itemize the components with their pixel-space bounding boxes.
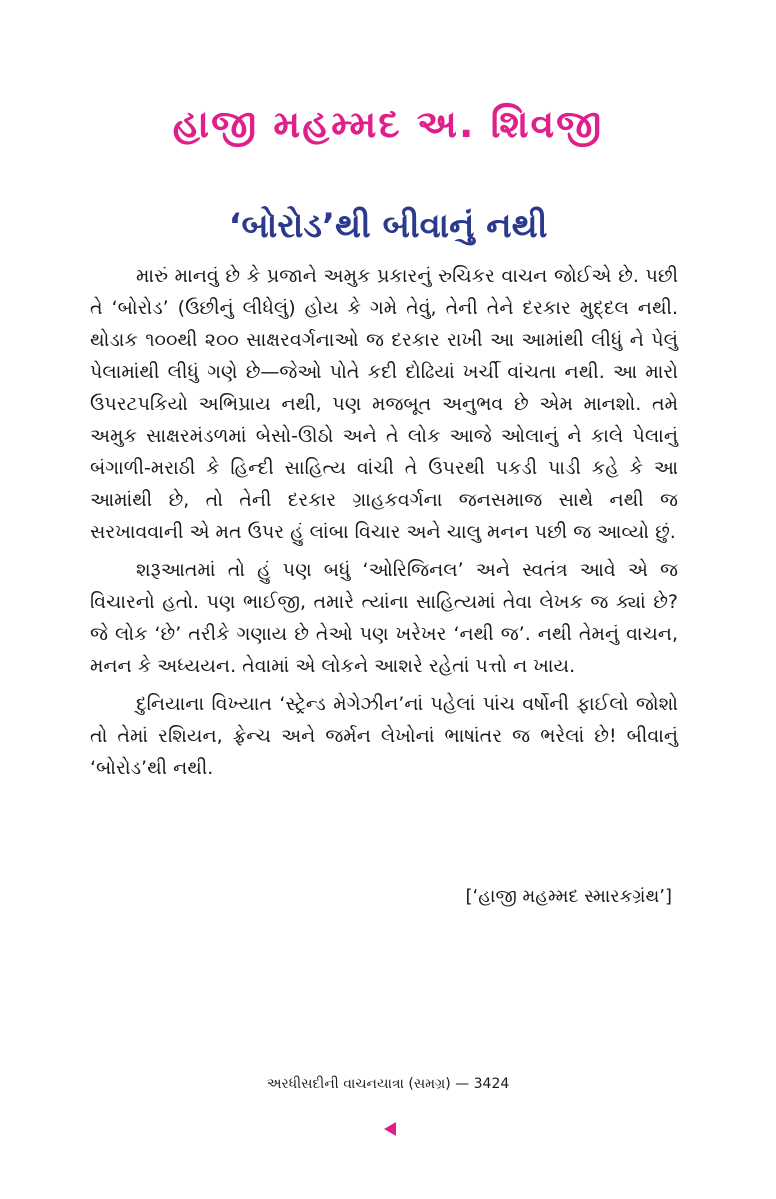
author-name: હાજી મહમ્મદ અ. શિવજી [172, 102, 604, 146]
page-footer: અરધીસદીની વાચનયાત્રા (સમગ્ર) — 3424 [266, 1076, 510, 1092]
triangle-left-icon[interactable] [384, 1122, 396, 1136]
paragraph-1: મારું માનવું છે કે પ્રજાને અમુક પ્રકારનું રુચિકર વાચન જોઈએ છે. પછી તે ‘બોરોડ’ (ઉછીનું લીધેલું) હોય કે ગમે તેવું, તેની તેને દરકાર મુદ્દલ નથી. થોડાક ૧૦૦થી ૨૦૦ સાક્ષરવર્ગનાઓ જ દરકાર રાખી આ આમાંથી લીધું ને પેલું પેલામાંથી લીધું ગણે છે—જેઓ પોતે કદી દોઢિયાં ખર્ચી વાંચતા નથી. આ મારો ઉપરટપકિયો અભિપ્રાય નથી, પણ મજબૂત અનુભવ છે એમ માનશો. તમે અમુક સાક્ષરમંડળમાં બેસો-ઊઠો અને તે લોક આજે ઓલાનું ને કાલે પેલાનું બંગાળી-મરાઠી કે હિન્દી સાહિત્ય વાંચી તે ઉપરથી પકડી પાડી કહે કે આ આમાંથી છે, તો તેની દરકાર ગ્રાહકવર્ગના જનસમાજ સાથે નથી જ સરખાવવાની એ મત ઉપર હું લાંબા વિચાર અને ચાલુ મનન પછી જ આવ્યો છું. [90, 265, 678, 543]
source-citation: [‘હાજી મહમ્મદ સ્મારકગ્રંથ’] [465, 886, 672, 907]
paragraph-2: શરૂઆતમાં તો હું પણ બધું ‘ઓરિજિનલ’ અને સ્વતંત્ર આવે એ જ વિચારનો હતો. પણ ભાઈજી, તમારે ત્યાંના સાહિત્યમાં તેવા લેખક જ ક્યાં છે? જે લોક ‘છે’ તરીકે ગણાય છે તેઓ પણ ખરેખર ‘નથી જ’. નથી તેમનું વાચન, મનન કે અધ્યયન. તેવામાં એ લોકને આશરે રહેતાં પત્તો ન ખાય. [90, 559, 678, 677]
article-title: ‘બોરોડ’થી બીવાનું નથી [228, 206, 548, 246]
article-body [90, 260, 678, 790]
paragraph-3: દુનિયાના વિખ્યાત ‘સ્ટ્રેન્ડ મેગેઝીન’નાં પહેલાં પાંચ વર્ષોની ફાઈલો જોશો તો તેમાં રશિયન, ફ્રેન્ચ અને જર્મન લેખોનાં ભાષાંતર જ ભરેલાં છે! બીવાનું ‘બોરોડ’થી નથી. [90, 693, 678, 779]
